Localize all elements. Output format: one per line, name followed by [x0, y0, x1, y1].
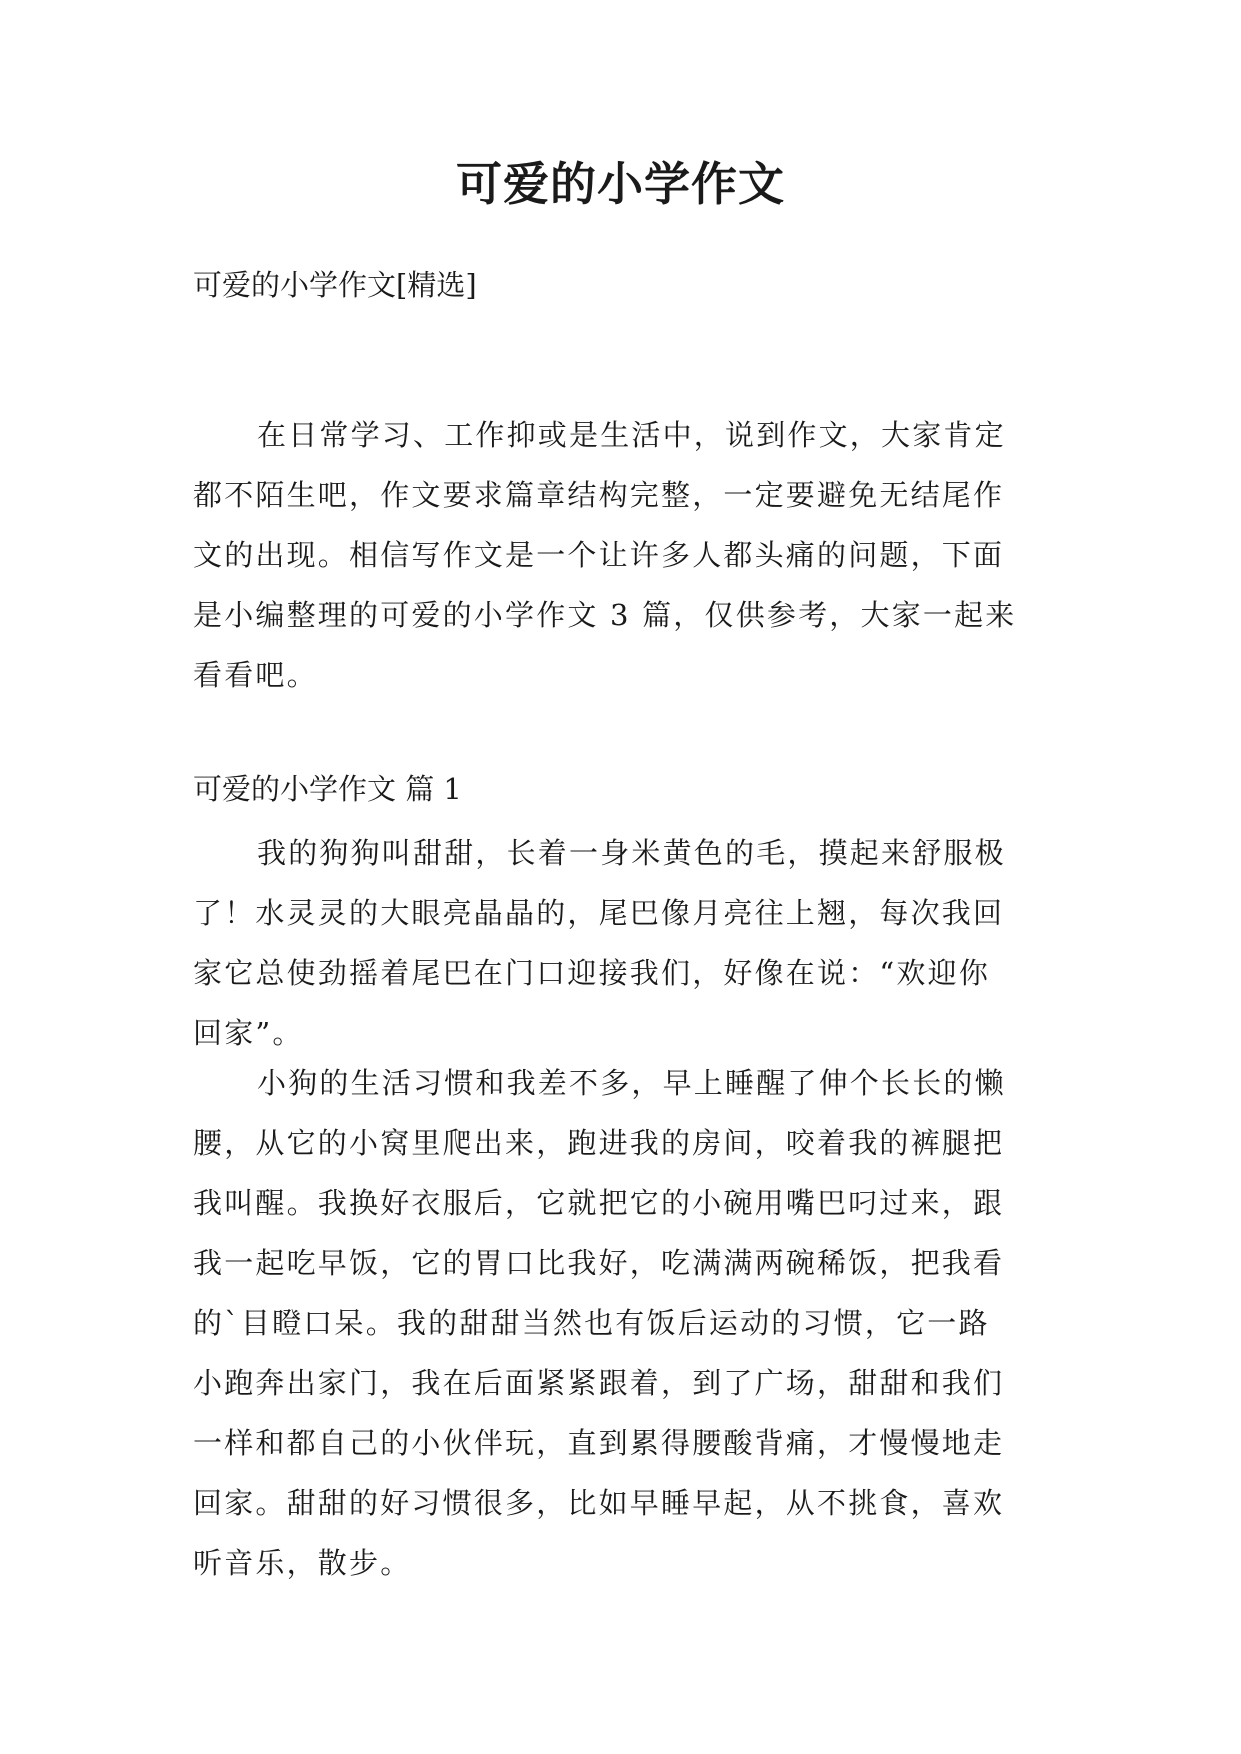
paragraph-line: 一样和都自己的小伙伴玩，直到累得腰酸背痛，才慢慢地走: [193, 1426, 1005, 1460]
body-paragraph-1: [193, 823, 1063, 1063]
paragraph-line: 我叫醒。我换好衣服后，它就把它的小碗用嘴巴叼过来，跟: [193, 1186, 1005, 1220]
paragraph-line: 回家”。: [193, 1016, 304, 1050]
paragraph-line: 听音乐，散步。: [193, 1546, 412, 1580]
intro-line: 文的出现。相信写作文是一个让许多人都头痛的问题，下面: [193, 538, 1005, 572]
document-subtitle: 可爱的小学作文[精选]: [193, 268, 477, 302]
paragraph-line: 家它总使劲摇着尾巴在门口迎接我们，好像在说：“欢迎你: [193, 956, 991, 990]
intro-line: 都不陌生吧，作文要求篇章结构完整，一定要避免无结尾作: [193, 478, 1005, 512]
paragraph-line: 我一起吃早饭，它的胃口比我好，吃满满两碗稀饭，把我看: [193, 1246, 1005, 1280]
intro-line: 在日常学习、工作抑或是生活中，说到作文，大家肯定: [257, 418, 1006, 452]
paragraph-line: 小跑奔出家门，我在后面紧紧跟着，到了广场，甜甜和我们: [193, 1366, 1005, 1400]
intro-line: 是小编整理的可爱的小学作文 3 篇，仅供参考，大家一起来: [193, 598, 1017, 632]
document-title: 可爱的小学作文: [456, 157, 785, 211]
paragraph-line: 小狗的生活习惯和我差不多，早上睡醒了伸个长长的懒: [257, 1066, 1006, 1100]
section-heading: 可爱的小学作文 篇 1: [193, 772, 462, 806]
paragraph-line: 我的狗狗叫甜甜，长着一身米黄色的毛，摸起来舒服极: [257, 836, 1006, 870]
paragraph-line: 回家。甜甜的好习惯很多，比如早睡早起，从不挑食，喜欢: [193, 1486, 1005, 1520]
paragraph-line: 了！水灵灵的大眼亮晶晶的，尾巴像月亮往上翘，每次我回: [193, 896, 1005, 930]
paragraph-line: 的`目瞪口呆。我的甜甜当然也有饭后运动的习惯，它一路: [193, 1306, 990, 1340]
paragraph-line: 腰，从它的小窝里爬出来，跑进我的房间，咬着我的裤腿把: [193, 1126, 1005, 1160]
intro-line: 看看吧。: [193, 658, 318, 692]
intro-paragraph: [193, 405, 1063, 705]
body-paragraph-2: [193, 1053, 1063, 1593]
